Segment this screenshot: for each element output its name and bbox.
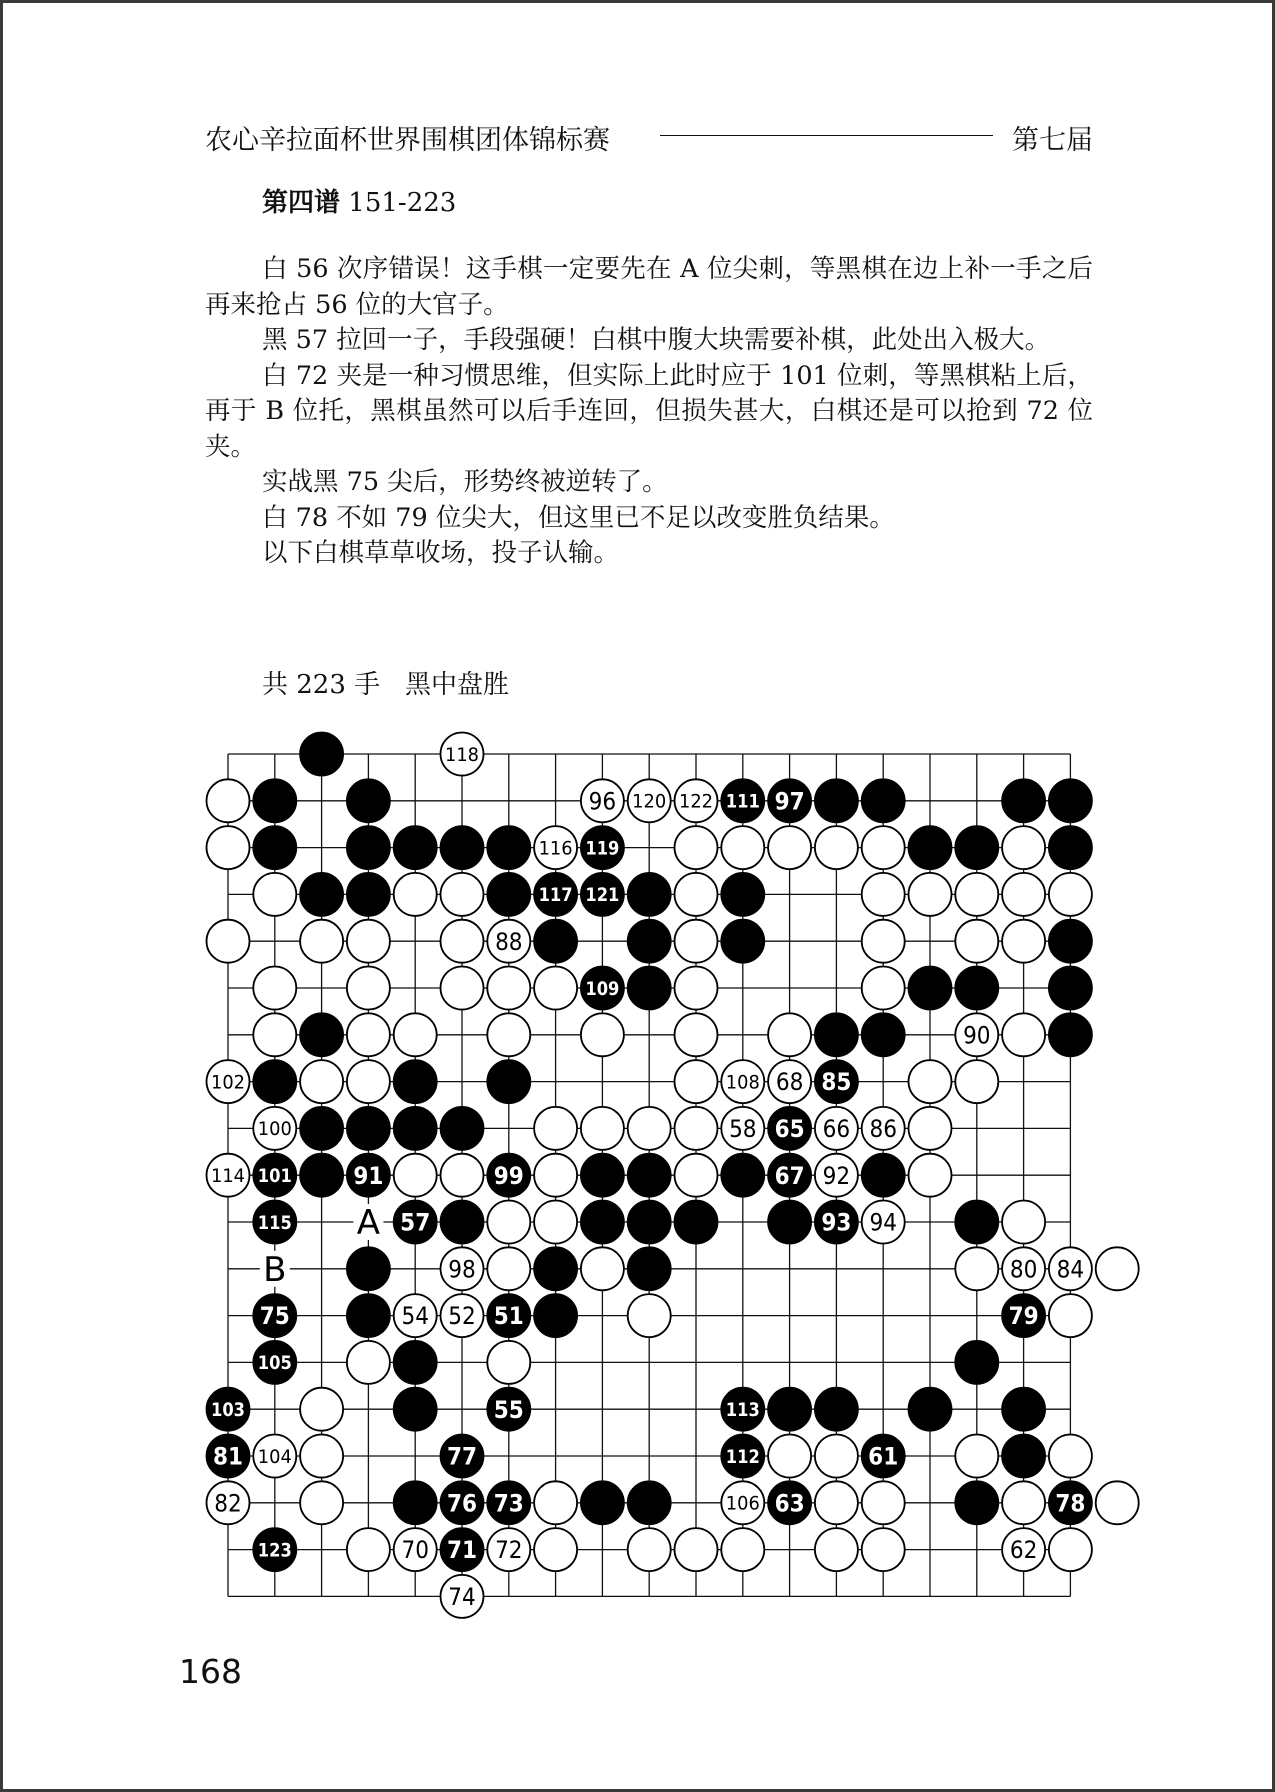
white-stone <box>1049 1435 1092 1478</box>
move-number: 67 <box>774 1161 805 1190</box>
white-stone <box>862 873 905 916</box>
white-stone <box>955 1247 998 1290</box>
white-stone <box>1049 1528 1092 1571</box>
paragraph: 黑 57 拉回一子，手段强硬！白棋中腹大块需要补棋，此处出入极大。 <box>262 325 1051 355</box>
white-stone <box>253 1013 296 1056</box>
move-number: 57 <box>400 1208 431 1237</box>
black-stone <box>909 967 952 1010</box>
black-stone <box>487 826 530 869</box>
move-number: 86 <box>869 1115 897 1144</box>
move-number: 99 <box>493 1161 524 1190</box>
white-stone <box>441 1154 484 1197</box>
white-stone <box>1002 1201 1045 1244</box>
move-number: 113 <box>725 1399 760 1422</box>
move-number: 103 <box>211 1399 245 1422</box>
point-marker-b: B <box>263 1249 287 1290</box>
black-stone <box>628 920 671 963</box>
paragraph: 白 78 不如 79 位尖大，但这里已不足以改变胜负结果。 <box>262 502 895 533</box>
black-stone <box>534 1294 577 1337</box>
move-number: 112 <box>725 1445 760 1468</box>
white-stone <box>347 1528 390 1571</box>
white-stone <box>768 1435 811 1478</box>
move-number: 88 <box>495 927 523 956</box>
black-stone <box>394 826 437 869</box>
move-number: 114 <box>211 1165 245 1188</box>
black-stone <box>347 779 390 822</box>
move-number: 91 <box>353 1161 384 1190</box>
move-number: 68 <box>775 1068 804 1097</box>
move-count: 共 223 手 <box>262 670 381 700</box>
move-number: 97 <box>774 787 805 816</box>
white-stone <box>862 826 905 869</box>
black-stone <box>487 1060 530 1103</box>
move-number: 118 <box>445 743 479 766</box>
black-stone <box>909 1388 952 1431</box>
white-stone <box>1002 826 1045 869</box>
white-stone <box>300 1481 343 1524</box>
white-stone <box>675 1528 718 1571</box>
white-stone <box>675 826 718 869</box>
white-stone <box>253 873 296 916</box>
black-stone <box>721 920 764 963</box>
white-stone <box>300 920 343 963</box>
move-number: 108 <box>725 1071 760 1094</box>
black-stone <box>768 1388 811 1431</box>
white-stone <box>534 1201 577 1244</box>
black-stone <box>815 1013 858 1056</box>
black-stone <box>441 826 484 869</box>
black-stone <box>862 779 905 822</box>
paragraph: 白 72 夹是一种习惯思维，但实际上此时应于 101 位刺，等黑棋粘上后，再于 B 位托，黑棋虽然可以后手连回，但损失甚大，白棋还是可以抢到 72 位夹。 <box>205 360 1093 462</box>
black-stone <box>347 826 390 869</box>
black-stone <box>815 1388 858 1431</box>
move-number: 74 <box>448 1583 476 1612</box>
black-stone <box>300 1154 343 1197</box>
black-stone <box>1049 779 1092 822</box>
white-stone <box>394 873 437 916</box>
paragraph: 实战黑 75 尖后，形势终被逆转了。 <box>262 467 668 497</box>
black-stone <box>628 1154 671 1197</box>
black-stone <box>675 1201 718 1244</box>
white-stone <box>675 1060 718 1103</box>
move-number: 81 <box>212 1442 244 1471</box>
white-stone <box>534 1154 577 1197</box>
move-number: 123 <box>257 1539 292 1562</box>
black-stone <box>628 1201 671 1244</box>
black-stone <box>955 1341 998 1384</box>
black-stone <box>487 873 530 916</box>
black-stone <box>347 873 390 916</box>
black-stone <box>815 779 858 822</box>
white-stone <box>955 1435 998 1478</box>
white-stone <box>347 1060 390 1103</box>
black-stone <box>534 1247 577 1290</box>
white-stone <box>768 1013 811 1056</box>
black-stone <box>394 1481 437 1524</box>
move-number: 111 <box>725 790 760 813</box>
black-stone <box>581 1481 624 1524</box>
white-stone <box>815 1528 858 1571</box>
white-stone <box>1002 920 1045 963</box>
black-stone <box>955 826 998 869</box>
move-number: 93 <box>821 1208 852 1237</box>
move-number: 100 <box>257 1118 292 1141</box>
move-number: 98 <box>448 1255 476 1284</box>
header-edition: 第七届 <box>1012 125 1093 156</box>
move-number: 105 <box>257 1352 292 1375</box>
black-stone <box>300 733 343 776</box>
white-stone <box>628 1294 671 1337</box>
outcome: 黑中盘胜 <box>404 670 509 700</box>
black-stone <box>955 1481 998 1524</box>
white-stone <box>534 1528 577 1571</box>
white-stone <box>487 1013 530 1056</box>
move-number: 106 <box>725 1492 760 1515</box>
heading-label: 第四谱 <box>262 188 341 218</box>
white-stone <box>675 920 718 963</box>
white-stone <box>487 1247 530 1290</box>
move-number: 115 <box>257 1211 292 1234</box>
move-number: 104 <box>257 1445 292 1468</box>
white-stone <box>1049 873 1092 916</box>
white-stone <box>815 826 858 869</box>
move-number: 122 <box>679 790 713 813</box>
black-stone <box>1049 920 1092 963</box>
white-stone <box>909 1107 952 1150</box>
move-number: 63 <box>774 1489 805 1518</box>
black-stone <box>862 1154 905 1197</box>
move-number: 116 <box>538 837 573 860</box>
white-stone <box>862 920 905 963</box>
move-number: 58 <box>729 1115 757 1144</box>
move-number: 90 <box>963 1021 991 1050</box>
white-stone <box>768 826 811 869</box>
move-number: 82 <box>214 1489 242 1518</box>
move-number: 96 <box>588 787 617 816</box>
white-stone <box>347 967 390 1010</box>
black-stone <box>394 1107 437 1150</box>
move-number: 121 <box>585 884 620 907</box>
white-stone <box>909 873 952 916</box>
white-stone <box>1096 1481 1139 1524</box>
white-stone <box>441 967 484 1010</box>
black-stone <box>347 1247 390 1290</box>
white-stone <box>207 920 250 963</box>
black-stone <box>1002 779 1045 822</box>
white-stone <box>207 826 250 869</box>
heading-range: 151-223 <box>348 188 457 218</box>
white-stone <box>581 1247 624 1290</box>
black-stone <box>253 1060 296 1103</box>
white-stone <box>207 779 250 822</box>
white-stone <box>909 1060 952 1103</box>
black-stone <box>253 779 296 822</box>
white-stone <box>347 1013 390 1056</box>
white-stone <box>721 1528 764 1571</box>
paragraph: 以下白棋草草收场，投子认输。 <box>262 538 620 568</box>
white-stone <box>862 1528 905 1571</box>
white-stone <box>1096 1247 1139 1290</box>
move-number: 73 <box>493 1489 524 1518</box>
white-stone <box>628 1107 671 1150</box>
black-stone <box>1049 826 1092 869</box>
move-number: 71 <box>446 1536 478 1565</box>
move-number: 84 <box>1056 1255 1085 1284</box>
black-stone <box>394 1341 437 1384</box>
black-stone <box>955 1201 998 1244</box>
move-number: 62 <box>1009 1536 1038 1565</box>
white-stone <box>675 873 718 916</box>
white-stone <box>487 967 530 1010</box>
black-stone <box>628 1247 671 1290</box>
black-stone <box>347 1107 390 1150</box>
white-stone <box>862 967 905 1010</box>
black-stone <box>909 826 952 869</box>
move-number: 102 <box>211 1071 245 1094</box>
move-number: 55 <box>493 1395 524 1424</box>
move-number: 52 <box>448 1302 476 1331</box>
move-number: 61 <box>868 1442 899 1471</box>
white-stone <box>394 1154 437 1197</box>
move-number: 92 <box>822 1161 851 1190</box>
move-number: 77 <box>446 1442 478 1471</box>
white-stone <box>815 1481 858 1524</box>
white-stone <box>955 920 998 963</box>
header-title: 农心辛拉面杯世界围棋团体锦标赛 <box>205 125 610 156</box>
black-stone <box>1002 1435 1045 1478</box>
black-stone <box>394 1060 437 1103</box>
white-stone <box>300 1435 343 1478</box>
move-number: 109 <box>585 977 620 1000</box>
black-stone <box>253 826 296 869</box>
black-stone <box>581 1201 624 1244</box>
paragraph: 白 56 次序错误！这手棋一定要先在 A 位尖刺，等黑棋在边上补一手之后再来抢占 56 位的大官子。 <box>205 254 1093 320</box>
move-number: 54 <box>401 1302 429 1331</box>
white-stone <box>487 1201 530 1244</box>
move-number: 70 <box>401 1536 429 1565</box>
white-stone <box>675 1013 718 1056</box>
white-stone <box>441 920 484 963</box>
white-stone <box>955 873 998 916</box>
black-stone <box>955 967 998 1010</box>
white-stone <box>300 1388 343 1431</box>
move-number: 66 <box>822 1115 851 1144</box>
move-number: 72 <box>495 1536 523 1565</box>
move-number: 78 <box>1055 1489 1086 1518</box>
white-stone <box>300 1060 343 1103</box>
white-stone <box>675 1107 718 1150</box>
black-stone <box>581 1154 624 1197</box>
white-stone <box>347 920 390 963</box>
black-stone <box>1049 1013 1092 1056</box>
black-stone <box>347 1294 390 1337</box>
white-stone <box>441 873 484 916</box>
move-number: 75 <box>259 1302 290 1331</box>
white-stone <box>721 826 764 869</box>
move-number: 80 <box>1009 1255 1038 1284</box>
black-stone <box>441 1107 484 1150</box>
white-stone <box>347 1341 390 1384</box>
black-stone <box>628 967 671 1010</box>
black-stone <box>394 1388 437 1431</box>
white-stone <box>862 1481 905 1524</box>
white-stone <box>1049 1294 1092 1337</box>
black-stone <box>300 1107 343 1150</box>
white-stone <box>394 1013 437 1056</box>
white-stone <box>487 1341 530 1384</box>
black-stone <box>534 920 577 963</box>
move-number: 85 <box>821 1068 852 1097</box>
white-stone <box>628 1528 671 1571</box>
white-stone <box>909 1154 952 1197</box>
move-number: 120 <box>632 790 667 813</box>
white-stone <box>253 967 296 1010</box>
black-stone <box>721 873 764 916</box>
move-number: 117 <box>538 884 573 907</box>
white-stone <box>675 1154 718 1197</box>
white-stone <box>1002 873 1045 916</box>
black-stone <box>628 1481 671 1524</box>
page-number: 168 <box>179 1652 242 1691</box>
move-number: 119 <box>585 837 620 860</box>
move-number: 79 <box>1008 1302 1039 1331</box>
move-number: 101 <box>257 1165 292 1188</box>
move-number: 51 <box>493 1302 524 1331</box>
black-stone <box>300 1013 343 1056</box>
black-stone <box>721 1154 764 1197</box>
white-stone <box>534 1107 577 1150</box>
white-stone <box>1002 1481 1045 1524</box>
black-stone <box>1049 967 1092 1010</box>
point-marker-a: A <box>356 1203 381 1243</box>
white-stone <box>581 1013 624 1056</box>
black-stone <box>768 1201 811 1244</box>
move-number: 65 <box>774 1115 805 1144</box>
black-stone <box>862 1013 905 1056</box>
white-stone <box>581 1107 624 1150</box>
white-stone <box>675 967 718 1010</box>
black-stone <box>628 873 671 916</box>
white-stone <box>955 1060 998 1103</box>
move-number: 76 <box>446 1489 478 1518</box>
move-number: 94 <box>869 1208 897 1237</box>
black-stone <box>300 873 343 916</box>
white-stone <box>534 967 577 1010</box>
white-stone <box>815 1435 858 1478</box>
black-stone <box>441 1201 484 1244</box>
white-stone <box>534 1481 577 1524</box>
black-stone <box>1002 1388 1045 1431</box>
white-stone <box>1002 1013 1045 1056</box>
